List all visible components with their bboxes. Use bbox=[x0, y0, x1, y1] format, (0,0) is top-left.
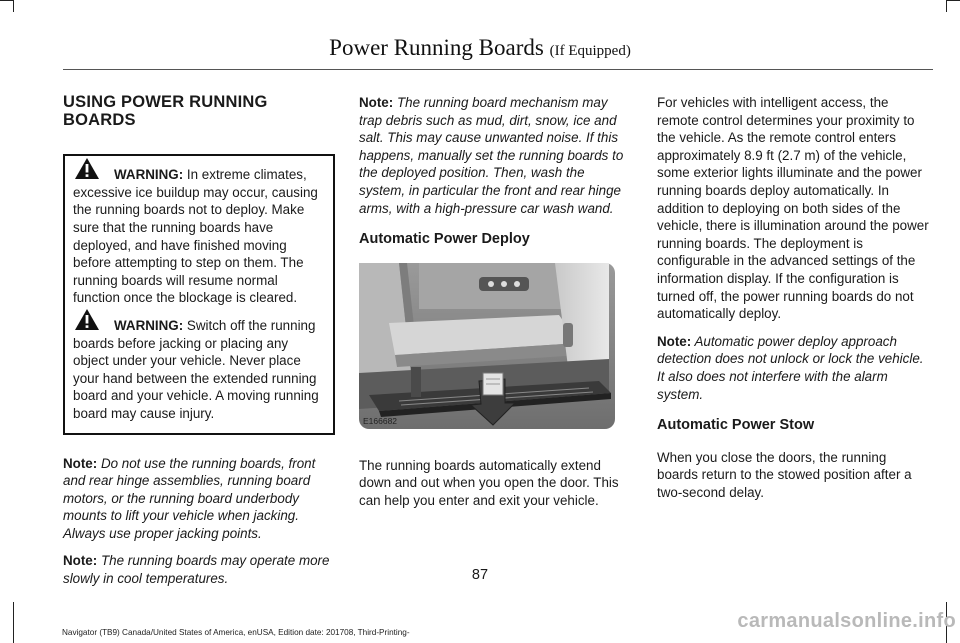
crop-mark bbox=[946, 0, 960, 1]
crop-mark bbox=[13, 0, 14, 12]
note-paragraph bbox=[359, 94, 633, 217]
warning-triangle-icon bbox=[73, 156, 111, 180]
note-label: Note: bbox=[359, 95, 394, 110]
figure-label: E166682 bbox=[363, 416, 398, 427]
page-title bbox=[0, 35, 960, 61]
warning-text: Switch off the running boards before jacking or placing any object under your vehicle. Never place your hand between the extended running board and your vehicle. A moving running board may cause injury. bbox=[73, 317, 319, 421]
note-paragraph bbox=[63, 455, 335, 543]
page-title-text: Power Running Boards bbox=[329, 35, 544, 60]
note-label: Note: bbox=[657, 333, 692, 349]
warning-label: WARNING: bbox=[114, 167, 184, 183]
note-text: Automatic power deploy approach detection does not unlock or lock the vehicle. It also does not interfere with the alarm system. bbox=[657, 333, 924, 402]
section-heading: USING POWER RUNNING BOARDS bbox=[63, 93, 268, 129]
note-paragraph bbox=[657, 333, 930, 403]
body-paragraph: When you close the doors, the running boards return to the stowed position after a two-second delay. bbox=[657, 449, 912, 500]
warning-text: In extreme climates, excessive ice buildup may occur, causing the running boards not to deploy. Make sure that the running boards have deployed, and have finished moving before attempting to step on them. The running boards will resume normal function once the blockage is cleared. bbox=[73, 167, 318, 306]
header-divider bbox=[63, 69, 933, 70]
footer-edition-text: Navigator (TB9) Canada/United States of America, enUSA, Edition date: 201708, Third-Printing- bbox=[62, 628, 410, 637]
left-column bbox=[63, 94, 335, 598]
body-paragraph: For vehicles with intelligent access, the remote control determines your proximity to the vehicle. As the remote control enters approximately 8.9 ft (2.7 m) of the vehicle, some exterior lights illuminate and the power running boards deploy automatically. In addition to deploying on both sides of the vehicle, there is illumination around the power running boards. The deployment is configurable in the advanced settings of the information display. If the configuration is turned off, the power running boards do not automatically deploy. bbox=[657, 95, 929, 322]
middle-column bbox=[359, 94, 633, 520]
note-label: Note: bbox=[63, 553, 98, 569]
sub-heading-automatic-power-stow: Automatic Power Stow bbox=[657, 417, 815, 434]
note-label: Note: bbox=[63, 455, 98, 471]
warning-label: WARNING: bbox=[114, 317, 184, 333]
sub-heading-automatic-power-deploy: Automatic Power Deploy bbox=[359, 231, 530, 248]
right-column bbox=[657, 94, 930, 511]
warning-box bbox=[63, 154, 335, 434]
running-board-image bbox=[359, 263, 615, 429]
note-text: Do not use the running boards, front and rear hinge assemblies, running board motors, or the running board underbody mounts to lift your vehicle when jacking. Always use proper jacking points. bbox=[63, 455, 316, 541]
note-text: The running board mechanism may trap debris such as mud, dirt, snow, ice and salt. This may cause unwanted noise. If this happens, manually set the running boards to the deployed position. Then, wash the system, in particular the front and rear hinge arms, with a high-pressure car wash wand. bbox=[359, 95, 624, 216]
note-text: The running boards may operate more slowly in cool temperatures. bbox=[63, 553, 330, 587]
crop-mark bbox=[13, 602, 14, 643]
warning-item bbox=[73, 317, 327, 423]
page-number: 87 bbox=[471, 567, 489, 583]
running-board-illustration bbox=[359, 263, 615, 429]
watermark: carmanualsonline.info bbox=[737, 610, 956, 632]
warning-item bbox=[73, 166, 327, 307]
body-paragraph: The running boards automatically extend down and out when you open the door. This can help you enter and exit your vehicle. bbox=[359, 457, 619, 508]
crop-mark bbox=[0, 0, 14, 1]
page-title-subtitle: (If Equipped) bbox=[549, 43, 631, 59]
warning-triangle-icon bbox=[73, 307, 111, 331]
crop-mark bbox=[946, 0, 947, 12]
